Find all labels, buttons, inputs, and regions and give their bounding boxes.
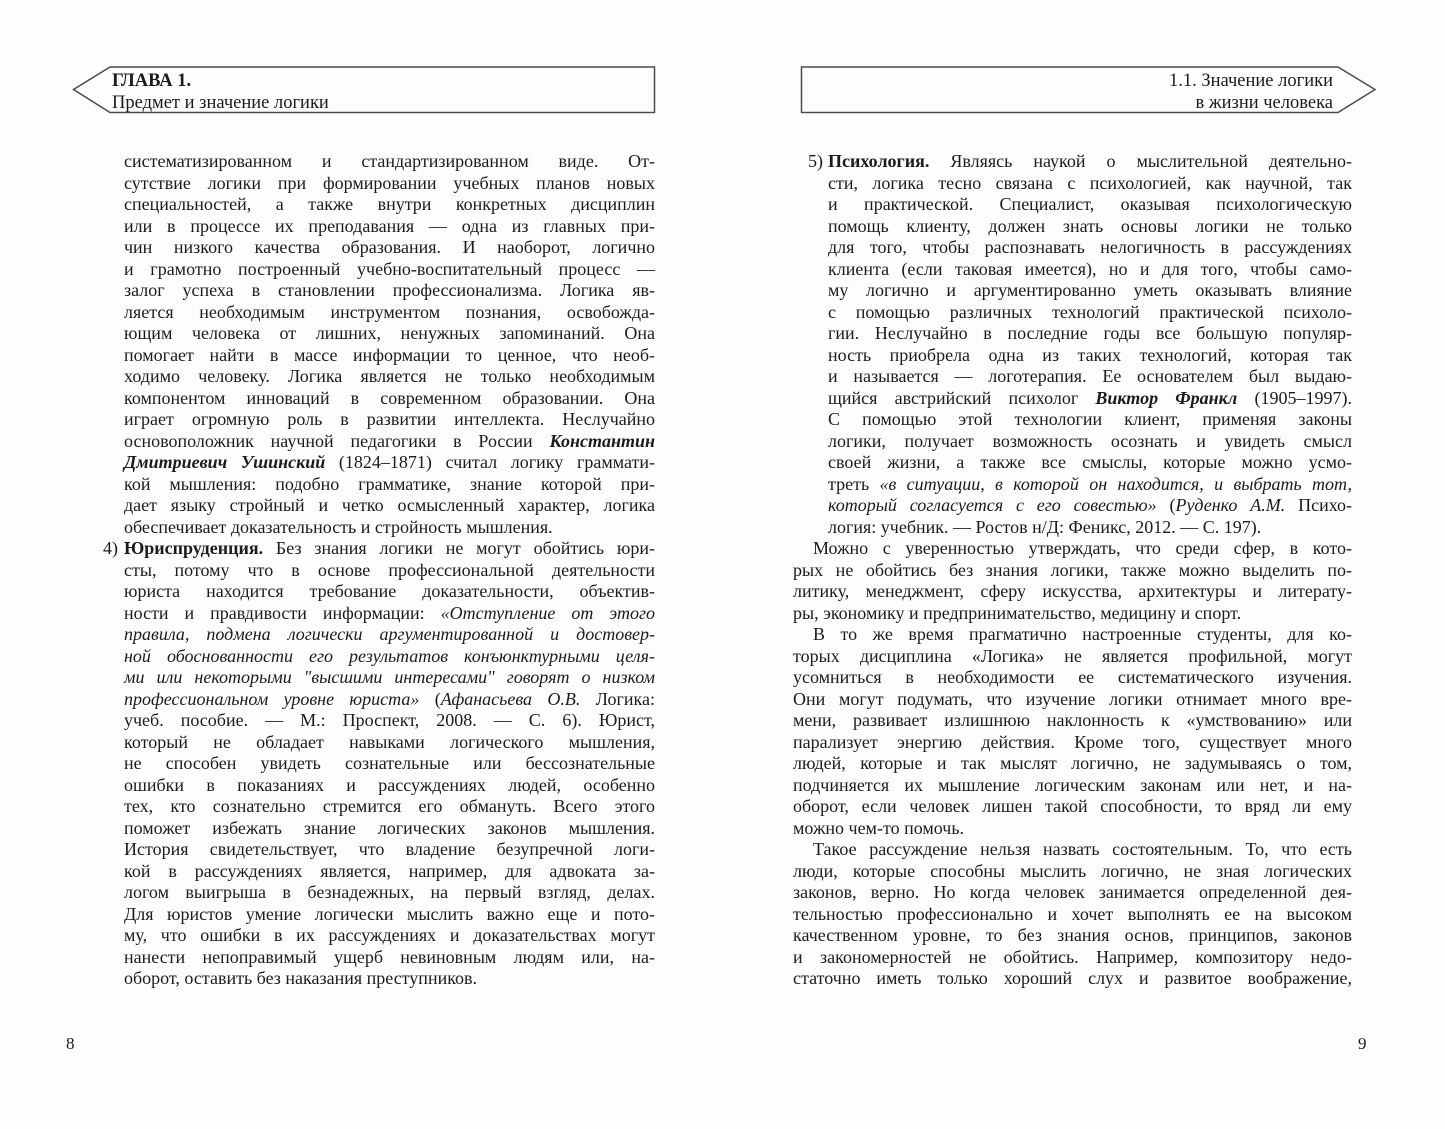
text-segment: и практической. Специалист, оказывая психологическую: [828, 194, 1352, 214]
text-line: [793, 581, 1352, 603]
chapter-title: ГЛАВА 1.: [112, 71, 192, 91]
text-line: [828, 151, 1352, 173]
text-line: [124, 151, 655, 173]
text-line: [828, 409, 1352, 431]
text-segment: тельностью профессионально и хочет выполнять ее на высоком: [793, 903, 1352, 924]
text-segment: своей жизни, а также все смыслы, которые можно усмо-: [828, 452, 1352, 472]
text-segment: Психо-: [1285, 495, 1353, 515]
text-line: [124, 495, 655, 517]
text-line: [124, 581, 655, 603]
text-segment: торых дисциплина «Логика» не является профильной, могут: [793, 645, 1352, 666]
text-line: [124, 732, 655, 754]
text-line: [828, 237, 1352, 259]
text-line: [828, 173, 1352, 195]
list-item: [793, 151, 1352, 538]
text-line: [793, 861, 1352, 883]
text-segment: му, что ошибки в их рассуждениях и доказательствах могут: [124, 925, 655, 945]
text-segment: систематизированном и стандартизированном виде. От-: [124, 151, 655, 171]
text-segment: «Отступление от этого: [440, 602, 655, 623]
text-segment: ходимо человеку. Логика является не только необходимым: [124, 366, 655, 386]
text-line: [793, 603, 1352, 625]
text-line: [124, 517, 655, 539]
text-segment: сутствие логики при формировании учебных планов новых: [124, 172, 655, 193]
text-line: [793, 775, 1352, 797]
page-number-right: 9: [1358, 1034, 1367, 1053]
text-line: [793, 646, 1352, 668]
text-segment: В то же время прагматично настроенные студенты, для ко-: [813, 624, 1352, 644]
text-segment: кой мышления: подобно грамматике, знание которой при-: [124, 473, 655, 494]
text-line: [828, 517, 1352, 539]
text-line: [124, 388, 655, 410]
list-marker: 4): [103, 538, 118, 558]
right-page: [722, 0, 1445, 1129]
text-segment: специальностей, а также внутри конкретных дисциплин: [124, 194, 655, 214]
text-segment: литику, менеджмент, сферу искусства, архитектуры и литерату-: [793, 581, 1352, 601]
text-segment: Константин: [549, 430, 655, 451]
text-line: [124, 237, 655, 259]
text-line: [124, 603, 655, 625]
text-segment: кой в рассуждениях является, например, для адвоката за-: [124, 860, 655, 881]
text-segment: (: [419, 688, 441, 709]
text-segment: играет огромную роль в развитии интеллекта. Неслучайно: [124, 409, 655, 429]
list-marker: 5): [808, 151, 823, 171]
left-text-column: [103, 151, 655, 990]
text-segment: парализует энергию действия. Кроме того, существует много: [793, 731, 1352, 752]
text-segment: С помощью этой технологии клиент, применяя законы: [828, 409, 1352, 429]
text-segment: (1905–1997).: [1237, 387, 1352, 408]
text-segment: ляется необходимым инструментом познания, освобожда-: [124, 301, 655, 322]
text-segment: треть: [828, 473, 880, 494]
text-line: [828, 216, 1352, 238]
text-segment: не способен увидеть сознательные или бессознательные: [124, 753, 655, 773]
text-segment: законов, верно. Но когда человек занимается определенной дея-: [793, 882, 1352, 902]
text-segment: логия: учебник. — Ростов н/Д: Феникс, 2012. — С. 197).: [828, 516, 1262, 537]
text-segment: Логика:: [580, 688, 655, 709]
text-line: [793, 667, 1352, 689]
text-segment: людей, которые и так мыслят логично, не задумываясь о том,: [793, 753, 1352, 773]
paragraph: [793, 624, 1352, 839]
text-line: [793, 710, 1352, 732]
text-line: [793, 624, 1352, 646]
text-line: [124, 366, 655, 388]
text-line: [828, 259, 1352, 281]
text-line: [828, 474, 1352, 496]
text-line: [793, 753, 1352, 775]
text-line: [124, 216, 655, 238]
text-line: [793, 882, 1352, 904]
text-line: [828, 495, 1352, 517]
text-line: [124, 796, 655, 818]
text-line: [124, 861, 655, 883]
text-line: [793, 560, 1352, 582]
text-line: [828, 302, 1352, 324]
page-number-left: 8: [66, 1034, 75, 1053]
chapter-header: [112, 70, 632, 114]
text-segment: История свидетельствует, что владение безупречной логи-: [124, 839, 655, 859]
text-segment: учеб. пособие. — М.: Проспект, 2008. — С. 6). Юрист,: [124, 710, 655, 730]
text-line: [828, 194, 1352, 216]
text-line: [124, 194, 655, 216]
text-segment: (: [1156, 495, 1176, 515]
text-segment: ры, экономику и предпринимательство, медицину и спорт.: [793, 602, 1242, 623]
text-segment: му логично и аргументированно уметь оказывать влияние: [828, 280, 1352, 300]
chapter-subtitle: Предмет и значение логики: [112, 93, 329, 113]
text-segment: рых не обойтись без знания логики, также можно выделить по-: [793, 559, 1352, 580]
text-line: [793, 689, 1352, 711]
text-segment: усомниться в необходимости ее систематического изучения.: [793, 667, 1352, 687]
text-line: [124, 839, 655, 861]
text-line: [124, 710, 655, 732]
text-segment: ность приобрела одна из таких технологий, которая так: [828, 344, 1352, 365]
paragraph: [793, 538, 1352, 624]
text-segment: статочно иметь только хороший слух и развитое воображение,: [793, 968, 1352, 988]
text-segment: и закономерностей не обойтись. Например, композитору недо-: [793, 946, 1352, 967]
text-segment: для того, чтобы распознавать нелогичность в рассуждениях: [828, 237, 1352, 257]
text-line: [828, 366, 1352, 388]
text-line: [124, 667, 655, 689]
text-segment: ошибки в показаниях и рассуждениях людей, особенно: [124, 774, 655, 795]
text-line: [793, 904, 1352, 926]
text-line: [124, 409, 655, 431]
text-segment: гии. Неслучайно в последние годы все большую популяр-: [828, 323, 1352, 343]
text-line: [124, 302, 655, 324]
text-segment: Такое рассуждение нельзя назвать состоятельным. То, что есть: [813, 839, 1352, 859]
text-line: [828, 452, 1352, 474]
text-line: [124, 925, 655, 947]
text-line: [124, 173, 655, 195]
text-line: [828, 431, 1352, 453]
text-line: [124, 323, 655, 345]
text-segment: и называется — логотерапия. Ее основателем был выдаю-: [828, 366, 1352, 386]
text-segment: ющим человека от лишних, ненужных запоминаний. Она: [124, 323, 655, 343]
text-segment: или в процессе их преподавания — одна из главных при-: [124, 215, 655, 236]
text-line: [828, 345, 1352, 367]
text-line: [793, 925, 1352, 947]
text-segment: Психология.: [828, 151, 930, 171]
text-segment: Виктор Франкл: [1095, 387, 1238, 408]
text-segment: логом выигрыша в безнадежных, на первый взгляд, делах.: [124, 882, 655, 902]
text-line: [124, 947, 655, 969]
text-line: [793, 796, 1352, 818]
text-segment: компонентом инноваций в современном образовании. Она: [124, 387, 655, 408]
text-line: [124, 689, 655, 711]
text-segment: Дмитриевич Ушинский: [124, 452, 326, 472]
text-line: [124, 904, 655, 926]
text-segment: Афанасьева О.В.: [440, 688, 581, 709]
text-segment: Руденко А.М.: [1175, 495, 1286, 515]
text-segment: чин низкого качества образования. И наоборот, логично: [124, 237, 655, 257]
paragraph: [793, 839, 1352, 990]
text-segment: качественном уровне, то без знания основ, принципов, законов: [793, 925, 1352, 945]
text-segment: Юриспруденция.: [124, 538, 264, 558]
text-line: [793, 947, 1352, 969]
text-line: [124, 818, 655, 840]
text-line: [124, 624, 655, 646]
text-segment: оборот, оставить без наказания преступников.: [124, 968, 478, 988]
text-segment: Можно с уверенностью утверждать, что среди сфер, в кото-: [813, 538, 1352, 558]
text-segment: подчиняется их мышление логическим законам или нет, и на-: [793, 774, 1352, 795]
text-line: [124, 538, 655, 560]
text-line: [828, 323, 1352, 345]
text-segment: ной обоснованности его результатов конъюнктурными целя-: [124, 645, 655, 666]
text-segment: нанести непоправимый ущерб невиновным людям или, на-: [124, 946, 655, 967]
text-segment: основоположник научной педагогики в России: [124, 430, 550, 451]
text-line: [793, 732, 1352, 754]
text-segment: ми или некоторыми "высшими интересами" говорят о низком: [124, 667, 655, 687]
section-header: [800, 70, 1333, 114]
text-segment: можно чем-то помочь.: [793, 817, 965, 838]
text-line: [124, 280, 655, 302]
text-line: [124, 646, 655, 668]
text-segment: профессиональном уровне юриста»: [124, 688, 420, 709]
text-segment: помощь клиенту, должен знать основы логики не только: [828, 215, 1352, 236]
text-segment: логики, получает возможность осознать и увидеть смысл: [828, 430, 1352, 451]
text-line: [793, 839, 1352, 861]
right-text-column: [793, 151, 1352, 990]
text-segment: с помощью различных технологий практической психоло-: [828, 301, 1352, 322]
left-page: [0, 0, 722, 1129]
text-line: [124, 753, 655, 775]
text-segment: Они могут подумать, что изучение логики отнимает много вре-: [793, 688, 1352, 709]
text-segment: люди, которые способны мыслить логично, не зная логических: [793, 860, 1352, 881]
list-item-continuation: [103, 151, 655, 538]
text-segment: клиента (если таковая имеется), но и для того, чтобы само-: [828, 258, 1352, 279]
text-line: [124, 452, 655, 474]
text-segment: сты, потому что в основе профессиональной деятельности: [124, 559, 655, 580]
text-segment: ности и правдивости информации:: [124, 602, 441, 623]
text-segment: дает языку стройный и четко осмысленный характер, логика: [124, 495, 655, 515]
section-subtitle: в жизни человека: [1195, 93, 1333, 113]
text-segment: Без знания логики не могут обойтись юри-: [263, 538, 655, 558]
text-segment: мени, развивает излишнюю наклонность к «умствованию» или: [793, 710, 1352, 730]
text-line: [124, 882, 655, 904]
text-line: [828, 388, 1352, 410]
text-segment: щийся австрийский психолог: [828, 387, 1096, 408]
text-line: [124, 474, 655, 496]
text-segment: сти, логика тесно связана с психологией, как научной, так: [828, 172, 1352, 193]
text-line: [793, 818, 1352, 840]
text-segment: «в ситуации, в которой он находится, и выбрать тот,: [879, 473, 1352, 494]
text-line: [124, 345, 655, 367]
text-line: [828, 280, 1352, 302]
text-segment: Являясь наукой о мыслительной деятельно-: [929, 151, 1352, 171]
list-item: [103, 538, 655, 990]
text-line: [124, 775, 655, 797]
text-line: [124, 560, 655, 582]
text-segment: который согласуется с его совестью»: [828, 495, 1157, 515]
text-segment: правила, подмена логически аргументированной и достовер-: [124, 624, 655, 644]
text-segment: юриста находится требование доказательности, объектив-: [124, 581, 655, 601]
text-segment: (1824–1871) считал логику граммати-: [325, 452, 655, 472]
text-segment: поможет избежать знание логических законов мышления.: [124, 817, 655, 838]
section-title: 1.1. Значение логики: [1168, 71, 1333, 91]
text-segment: Для юристов умение логически мыслить важно еще и пото-: [124, 903, 655, 924]
text-line: [793, 538, 1352, 560]
text-segment: помогает найти в массе информации то ценное, что необ-: [124, 344, 655, 365]
text-segment: который не обладает навыками логического мышления,: [124, 731, 655, 752]
text-segment: оборот, если человек лишен такой способности, то вряд ли ему: [793, 796, 1352, 816]
text-segment: обеспечивает доказательность и стройность мышления.: [124, 516, 553, 537]
text-segment: залог успеха в становлении профессионализма. Логика яв-: [124, 280, 655, 300]
text-segment: и грамотно построенный учебно-воспитательный процесс —: [124, 258, 655, 279]
text-line: [124, 431, 655, 453]
text-line: [793, 968, 1352, 990]
text-line: [124, 968, 655, 990]
text-line: [124, 259, 655, 281]
text-segment: тех, кто сознательно стремится его обмануть. Всего этого: [124, 796, 655, 816]
